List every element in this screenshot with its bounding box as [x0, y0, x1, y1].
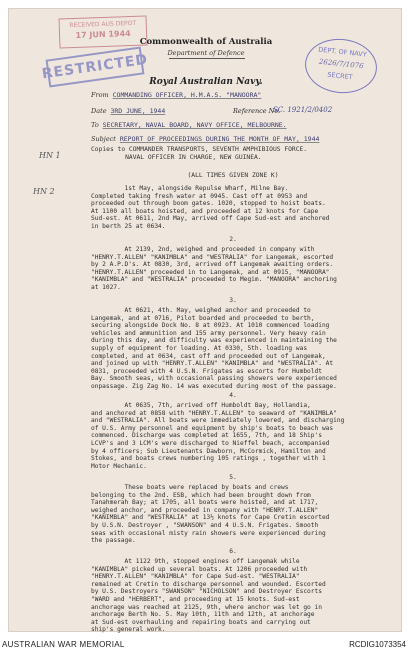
- to-row: [91, 121, 287, 129]
- paragraph-number: 3.: [229, 297, 237, 304]
- subject-label: Subject: [91, 135, 116, 143]
- date-row: [91, 107, 165, 115]
- subject-value: REPORT OF PROCEEDINGS DURING THE MONTH OF MAY, 1944: [119, 135, 320, 143]
- from-value: COMMANDING OFFICER, H.M.A.S. "MANOORA": [112, 91, 262, 99]
- paragraph-4: At 0635, 7th, arrived off Humboldt Bay, Hollandia, and anchored at 0858 with "HENRY.T.ALLEN" to seaward of "KANIMBLA" and "WESTRALIA". All boats were immediately lowered, and discharging of U.S. Army personnel and equipment by ship's boats to beach was commenced. Discharge was completed at 1655, 7th, and 18 Ship's LCVP's and 3 LCM's were discharged to Nieffel beach, accompanied by 4 officers; Sub Lieutenants Dawborn, McCormick, Hamilton and Stokes, and boats crews numbering 105 ratings , together with 1 Motor Mechanic.: [91, 402, 345, 470]
- margin-note: HN 1: [39, 151, 61, 160]
- date-value: 3RD JUNE, 1944: [110, 107, 166, 115]
- paragraph-1: 1st May, alongside Repulse Wharf, Milne Bay. Completed taking fresh water at 0945. Cast off at 0953 and proceeded out through boom gates. 1020, stopped to hoist boats. At 1100 all boats hoisted, and proceeded at 12 knots for Cape Sud-est. At 0611, 2nd May, arrived off Cape Sud-est and anchored in berth 25 at 0634.: [91, 185, 330, 230]
- to-value: SECRETARY, NAVAL BOARD, NAVY OFFICE, MELBOURNE.: [102, 121, 287, 129]
- paragraph-6: At 1122 9th, stopped engines off Langemak while "KANIMBLA" picked up several boats. At 1206 proceeded with "HENRY.T.ALLEN" "KANIMBLA" for Cape Sud-est. "WESTRALIA" remained at Cretin to discharge personnel and wounded. Escorted by U.S. Destroyers "SWANSON" "NICHOLSON" and Destroyer Escorts "WARD and "HERBERT", and proceeding at 15 knots. Sud-est anchorage was reached at 2125, 9th, where anchor was let go in anchorage Berth No. 5. May 10th, 11th and 12th, at anchorage at Sud-est overhauling and repairing boats and carrying out ship's general work.: [91, 558, 326, 634]
- copies-line: NAVAL OFFICER IN CHARGE, NEW GUINEA.: [91, 154, 262, 161]
- from-row: [91, 91, 261, 99]
- from-label: From: [91, 91, 109, 99]
- navy-stamp-ref: 2626/7/1076: [318, 57, 364, 71]
- letterhead-navy: Royal Australian Navy.: [149, 77, 263, 87]
- received-stamp-date: 17 JUN 1944: [75, 29, 131, 40]
- paragraph-2: At 2139, 2nd, weighed and proceeded in company with "HENRY.T.ALLEN" "KANIMBLA" and "WESTRALIA" for Langemak, escorted by 2 A.P.D's. At 0830, 3rd, arrived off Langemak awaiting orders. "HENRY.T.ALLEN" proceeded in to Langemak, and at 0915, "MANOORA" "KANIMBLA" and "WESTRALIA" proceeded to Megim. "MANOORA" anchoring at 1027.: [91, 246, 337, 291]
- archive-footer: [0, 636, 408, 654]
- margin-note: HN 2: [33, 187, 55, 196]
- reference-label: Reference No.: [233, 107, 281, 115]
- paragraph-number: 4.: [229, 392, 237, 399]
- received-stamp-line: RECEIVED AUS DEPOT: [69, 19, 137, 30]
- paragraph-3: At 0621, 4th. May, weighed anchor and proceeded to Langemak, and at 0716, Pilot boarded and proceeded to berth, securing alongside Dock No. 8 at 0923. At 1010 commenced loading vehicles and ammunition and 155 army personnel. Very heavy rain during this day, and difficulty was experienced in maintaining the supply of equipment for loading. At 0330, 5th. loading was completed, and at 0634, cast off and proceeded out of Langemak, and joined up with "HENRY.T.ALLEN" "KANIMBLA" and "WESTRALIA". At 0831, proceeded with 4 U.S.N. Frigates as escorts for Humboldt Bay. Smooth seas, with occasional passing showers were experienced onpassage. Zig Zag No. 14 was executed during most of the passage.: [91, 307, 337, 390]
- paragraph-number: 2.: [229, 236, 237, 243]
- letterhead-dept: Department of Defence: [167, 49, 245, 57]
- letterhead-rule: [169, 58, 245, 59]
- copies-block: [91, 146, 307, 162]
- paragraph-number: 5.: [229, 474, 237, 481]
- subject-row: [91, 135, 319, 143]
- copies-line: Copies to COMMANDER TRANSPORTS, SEVENTH AMPHIBIOUS FORCE.: [91, 146, 308, 153]
- navy-stamp-secret: SECRET: [326, 70, 353, 82]
- reference-value: SC. 1921/2/0402: [273, 106, 333, 114]
- to-label: To: [91, 121, 99, 129]
- document-page: [8, 8, 402, 632]
- footer-id: RCDIG1073354: [349, 640, 406, 649]
- paragraph-number: 6.: [229, 548, 237, 555]
- letterhead-title: Commonwealth of Australia: [139, 37, 273, 47]
- footer-source: AUSTRALIAN WAR MEMORIAL: [2, 640, 125, 649]
- restricted-stamp: RESTRICTED: [46, 46, 145, 87]
- date-label: Date: [91, 107, 107, 115]
- navy-stamp-line: DEPT. OF NAVY: [317, 45, 368, 59]
- paragraph-5: These boats were replaced by boats and crews belonging to the 2nd. ESB, which had been brought down from Tanahmerah Bay; at 1705, all boats were hoisted, and at 1717, weighed anchor, and proceeded in company with "HENRY.T.ALLEN" "KANIMBLA" and "WESTRALIA" at 13½ knots for Cape Cretin escorted by U.S.N. Destroyer , "SWANSON" and 4 U.S.N. Frigates. Smooth seas with occasional misty rain showers were experienced during the passage.: [91, 484, 330, 545]
- zone-note: (ALL TIMES GIVEN ZONE K): [187, 172, 279, 179]
